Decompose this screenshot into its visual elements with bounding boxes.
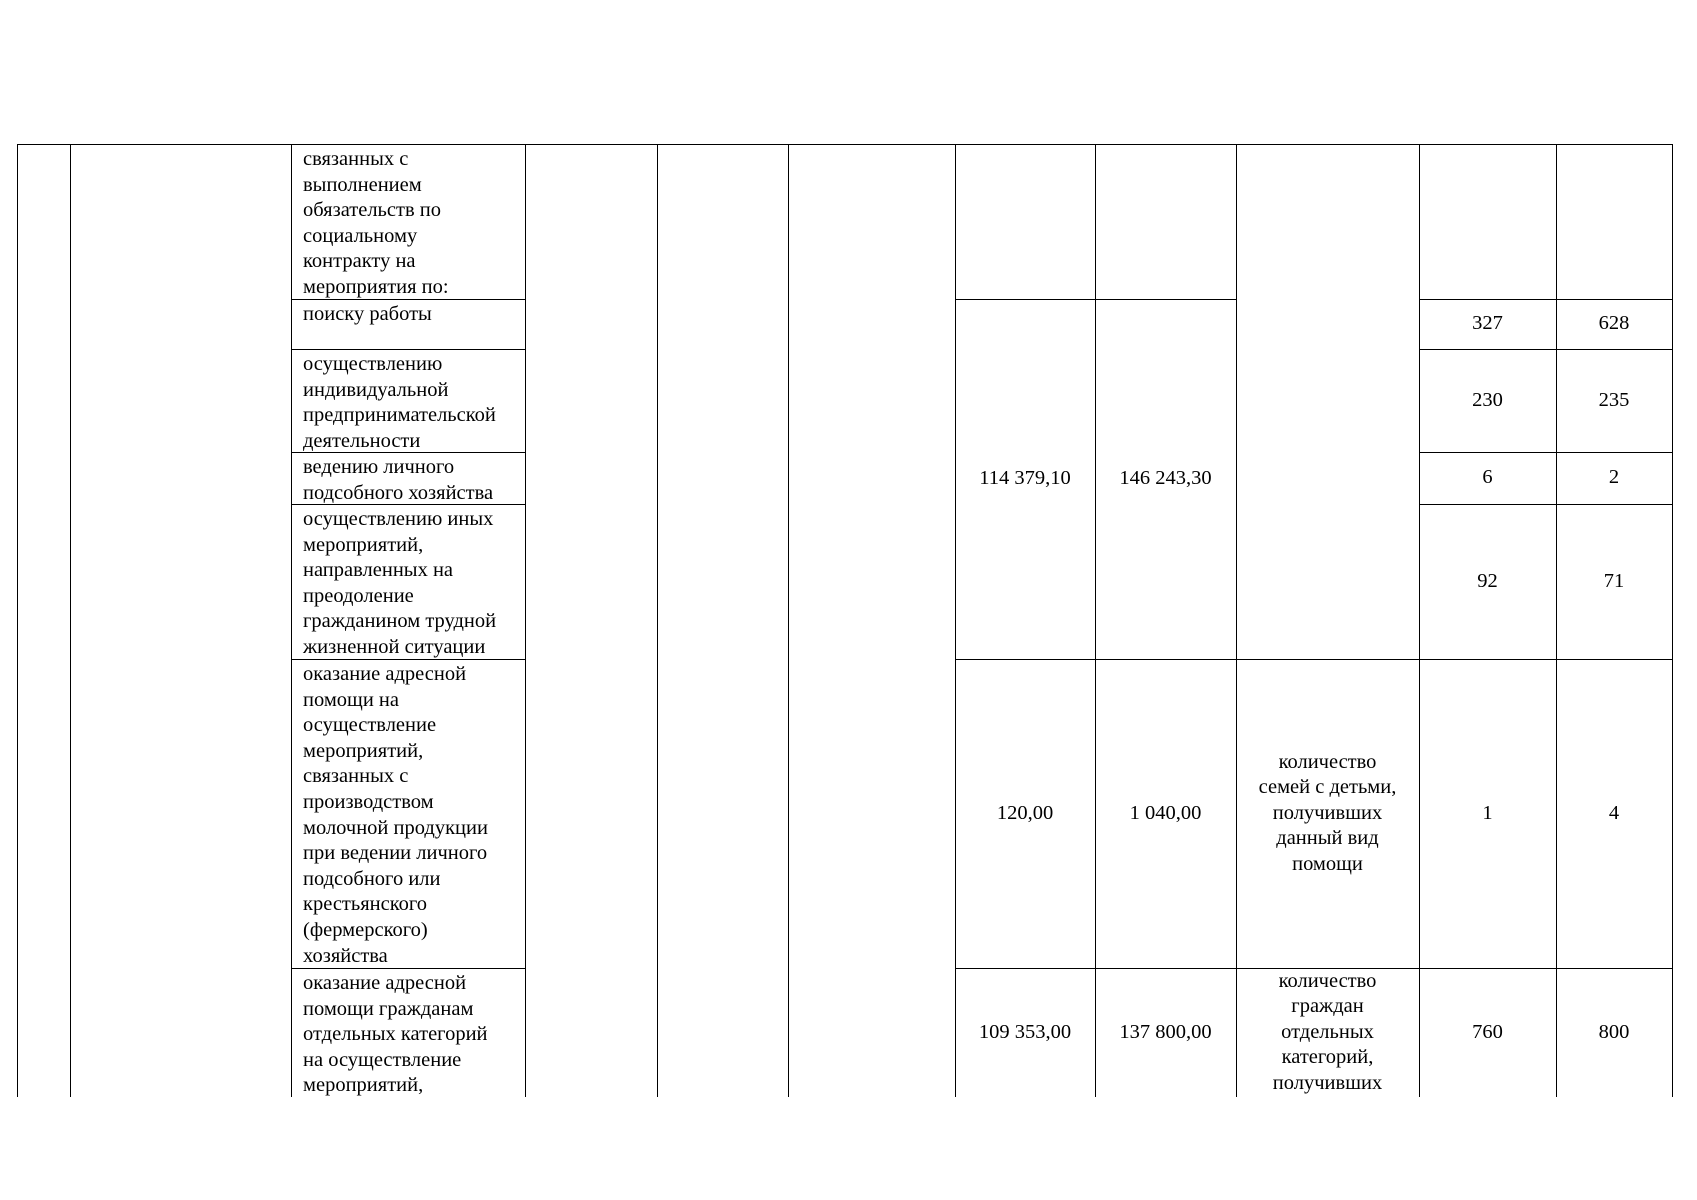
merged-amount-a: 114 379,10 [979, 467, 1071, 490]
row-label: осуществлению индивидуальной предпринимательской деятельности [303, 353, 496, 452]
row-label: осуществлению иных мероприятий, направленных на преодоление гражданином трудной жизненной ситуации [303, 508, 497, 658]
count-b-cell: 4 [1608, 801, 1620, 824]
row-label: оказание адресной помощи гражданам отдельных категорий на осуществление мероприятий, [303, 972, 488, 1097]
indicator-cell: количество семей с детьми, получивших данный вид помощи [1258, 750, 1397, 875]
row-label: поиску работы [303, 303, 432, 325]
count-a-cell: 6 [1482, 466, 1493, 489]
count-a-cell: 1 [1482, 801, 1493, 824]
amount-a-cell: 109 353,00 [978, 1020, 1072, 1043]
amount-b-cell: 137 800,00 [1119, 1020, 1212, 1043]
col-line [1672, 144, 1673, 1097]
merged-amount-b: 146 243,30 [1119, 467, 1212, 490]
row-line [17, 144, 1673, 145]
col-line [17, 144, 18, 1097]
count-b-cell: 800 [1598, 1020, 1630, 1043]
col-line [525, 144, 526, 1097]
col-line [788, 144, 789, 1097]
count-b-cell: 71 [1603, 569, 1625, 592]
indicator-cell: количество граждан отдельных категорий, получивших [1272, 969, 1383, 1094]
count-a-cell: 760 [1472, 1020, 1503, 1043]
amount-a-cell: 120,00 [996, 801, 1054, 824]
count-b-cell: 235 [1598, 388, 1630, 411]
col-line [70, 144, 71, 1097]
count-b-cell: 2 [1608, 466, 1620, 489]
row-label: ведению личного подсобного хозяйства [303, 456, 494, 504]
row-label: связанных с выполнением обязательств по социальному контракту на мероприятия по: [303, 148, 449, 298]
row-label: оказание адресной помощи на осуществление мероприятий, связанных с производством молочной продукции при ведении личного подсобного или крестьянского (фермерского) хозяйства [303, 663, 488, 967]
col-line [657, 144, 658, 1097]
amount-b-cell: 1 040,00 [1129, 801, 1202, 824]
count-b-cell: 628 [1598, 312, 1630, 335]
count-a-cell: 92 [1477, 569, 1498, 592]
count-a-cell: 230 [1472, 388, 1503, 411]
count-a-cell: 327 [1472, 312, 1503, 335]
